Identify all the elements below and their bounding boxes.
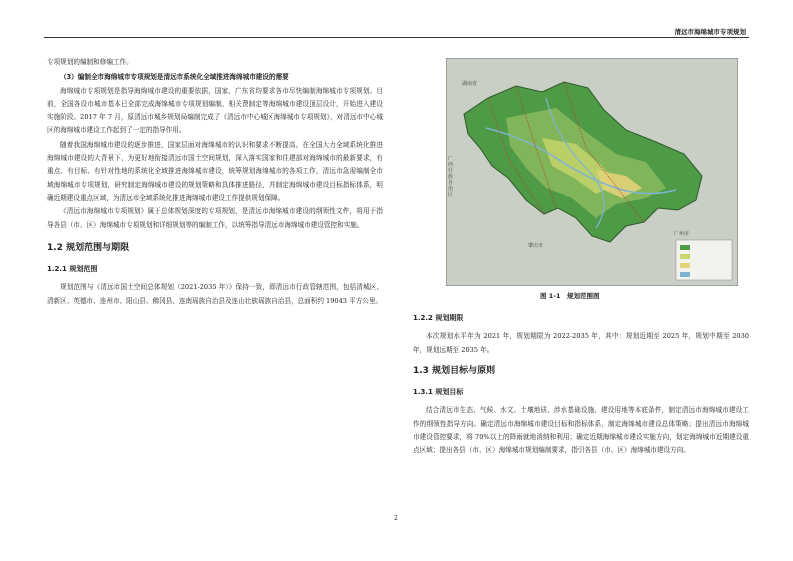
paragraph: 结合清远市生态、气候、水文、土壤地质、涉水基础设施、建设用地等本底条件，制定清远市海绵城市建设工作的纲领性指导方向。确定清远市海绵城市建设目标和指标体系，制定海绵城市建设总体策略；提出清远市海绵城市建设管控要求，将 70%以上的降雨就地消纳和利用；确定近期海绵城市建设实施方向，划定海绵城市近期建设重点区域；提出各县（市、区）海绵城市规划编制要求，指引各县（市、区）海绵城市建设方向。 <box>413 406 749 455</box>
paragraph: 规划范围与《清远市国土空间总体规划（2021-2035 年）》保持一致，即清远市行政管辖范围，包括清城区、清新区、英德市、连州市、阳山县、佛冈县、连南瑶族自治县及连山壮族瑶族自治县，总面积约 19043 平方公里。 <box>47 283 383 305</box>
figure-caption: 图 1-1 规划范围图 <box>540 292 600 300</box>
sub-heading: （3）编制全市海绵城市专项规划是清远市系统化全域推进海绵城市建设的需要 <box>60 73 289 82</box>
section-heading: 1.2.1 规划范围 <box>47 265 98 274</box>
planning-area-map <box>446 58 738 286</box>
right-column <box>413 312 749 458</box>
running-header: 清远市海绵城市专项规划 <box>674 28 746 36</box>
paragraph: 海绵城市专项规划是指导海绵城市建设的重要依据，国家、广东省均要求各市尽快编制海绵城市专项规划。目前，全国各设市城市基本已全部完成海绵城市专项规划编制、相关费制定等海绵城市建设顶层设计，开始进入建设实施阶段。2017 年 7 月，原清远市城乡规划局编制完成了《清远市中心城区海绵城市专项规划》，对清远市中心城区的海绵城市建设工作起到了一定的指导作用。 <box>47 86 383 135</box>
map-label-guangxi: 广西壮族自治区 <box>448 156 454 198</box>
page-number: 2 <box>394 515 398 522</box>
paragraph: 《清远市海绵城市专项规划》属于总体规划深度的专项规划，是清远市海绵城市建设的纲领性文件，将用于指导各县（市、区）海绵城市专项规划和详细规划等的编制工作，以统筹指导清远市海绵城市建设管控和实施。 <box>47 207 383 229</box>
paragraph: 随着我国海绵城市建设的逐步推进，国家层面对海绵城市的认识和要求不断提高。在全国大力全域系统化推进海绵城市建设的大背景下，为更好地衔接清远市国土空间规划，深入落实国家和住建部对海绵城市的最新要求，有重点、有目标、有针对性地的系统化全域推进海绵城市建设，统筹规划海绵城市的各项工作，清远市急需编制全市域海绵城市专项规划，研究制定海绵城市建设的规划策略和具体推进路径，并制定海绵城市建设目标指标体系，明确近期建设重点区域，为清远市全域系统化推进海绵城市建设工作提供规划保障。 <box>47 140 383 202</box>
paragraph: 本次规划水平年为 2021 年，规划期限为 2022-2035 年，其中：规划近期至 2025 年，规划中期至 2030 年，规划远期至 2035 年。 <box>413 332 749 354</box>
section-heading: 1.3.1 规划目标 <box>413 388 464 397</box>
map-label-zhaoqing: 肇庆市 <box>528 243 544 249</box>
map-label-hunan: 湖南省 <box>462 81 478 87</box>
section-heading: 1.2.2 规划期限 <box>413 314 464 322</box>
map-image <box>446 58 738 286</box>
map-label-guangzhou: 广州市 <box>674 231 690 237</box>
left-column <box>47 56 383 308</box>
section-heading: 1.2 规划范围与期限 <box>47 242 130 253</box>
paragraph: 专项规划的编制和修编工作。 <box>47 58 133 66</box>
header-rule <box>44 37 749 38</box>
section-heading: 1.3 规划目标与原则 <box>413 365 496 376</box>
